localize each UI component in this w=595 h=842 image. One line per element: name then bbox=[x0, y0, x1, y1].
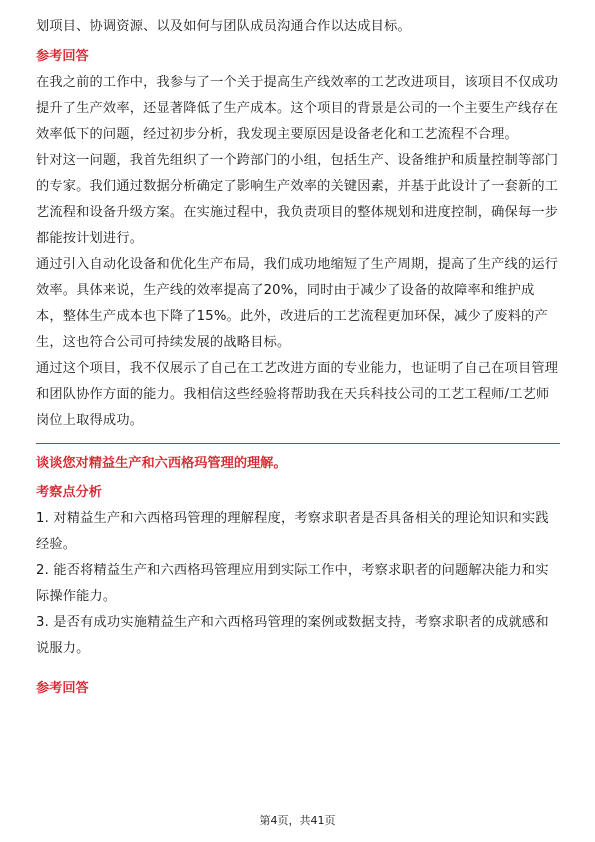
question-title bbox=[36, 451, 560, 477]
analysis-point-3: 3. 是否有成功实施精益生产和六西格玛管理的案例或数据支持，考察求职者的成就感和说服力。 bbox=[36, 615, 549, 656]
analysis-heading: 考察点分析 bbox=[36, 485, 102, 500]
section-divider bbox=[36, 443, 560, 444]
document-page bbox=[36, 14, 560, 702]
answer-paragraph-2: 针对这一问题，我首先组织了一个跨部门的小组，包括生产、设备维护和质量控制等部门的专家。我们通过数据分析确定了影响生产效率的关键因素，并基于此设计了一套新的工艺流程和设备升级方案。在实施过程中，我负责项目的整体规划和进度控制，确保每一步都能按计划进行。 bbox=[36, 153, 559, 246]
analysis-point-2: 2. 能否将精益生产和六西格玛管理应用到实际工作中，考察求职者的问题解决能力和实际操作能力。 bbox=[36, 563, 549, 604]
answer-paragraph-1: 在我之前的工作中，我参与了一个关于提高生产线效率的工艺改进项目，该项目不仅成功提升了生产效率，还显著降低了生产成本。这个项目的背景是公司的一个主要生产线存在效率低下的问题，经过初步分析，我发现主要原因是设备老化和工艺流程不合理。 bbox=[36, 75, 559, 142]
answer-heading-2: 参考回答 bbox=[36, 681, 89, 696]
question-prefix: 谈谈您对 bbox=[36, 456, 89, 471]
page-number: 第4页，共41页 bbox=[259, 814, 336, 827]
answer-heading: 参考回答 bbox=[36, 49, 89, 64]
analysis-point-1: 1. 对精益生产和六西格玛管理的理解程度，考察求职者是否具备相关的理论知识和实践经验。 bbox=[36, 511, 549, 552]
answer-paragraph-4: 通过这个项目，我不仅展示了自己在工艺改进方面的专业能力，也证明了自己在项目管理和团队协作方面的能力。我相信这些经验将帮助我在天兵科技公司的工艺工程师/工艺师岗位上取得成功。 bbox=[36, 361, 559, 428]
answer-paragraph-3: 通过引入自动化设备和优化生产布局，我们成功地缩短了生产周期，提高了生产线的运行效率。具体来说，生产线的效率提高了20%，同时由于减少了设备的故障率和维护成本，整体生产成本也下降了15%。此外，改进后的工艺流程更加环保，减少了废料的产生，这也符合公司可持续发展的战略目标。 bbox=[36, 257, 559, 350]
intro-line: 划项目、协调资源、以及如何与团队成员沟通合作以达成目标。 bbox=[36, 19, 411, 34]
question-suffix: 的理解。 bbox=[233, 456, 287, 471]
question-highlight: 精益生产和六西格玛管理 bbox=[88, 456, 234, 471]
